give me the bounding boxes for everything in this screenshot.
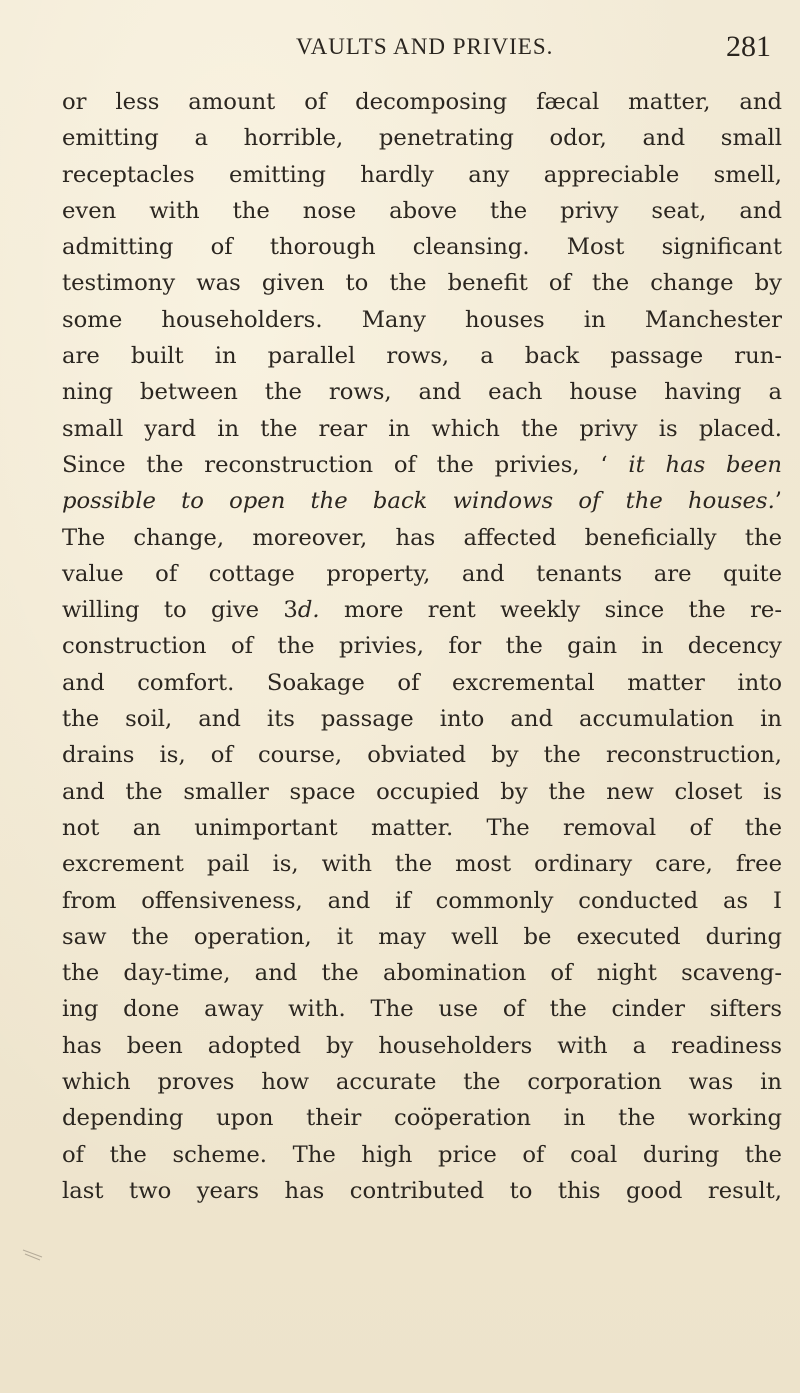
text-line	[62, 1137, 782, 1173]
italic-quote: d.	[297, 597, 320, 624]
text-line	[62, 265, 782, 301]
body-text	[62, 84, 782, 1209]
text-line	[62, 374, 782, 410]
line-text: last two years has contributed to this good result,	[62, 1177, 782, 1204]
line-text: excrement pail is, with the most ordinary care, free	[62, 851, 782, 878]
line-text: not an unimportant matter. The removal of the	[62, 814, 782, 841]
text-line	[62, 846, 782, 882]
line-text: admitting of thorough cleansing. Most significant	[62, 234, 782, 261]
text-line	[62, 338, 782, 374]
text-line	[62, 1100, 782, 1136]
text-line	[62, 1028, 782, 1064]
text-line	[62, 84, 782, 120]
line-text: The change, moreover, has affected beneficially the	[62, 524, 782, 551]
line-text: depending upon their coöperation in the working	[62, 1105, 782, 1132]
text-line	[62, 411, 782, 447]
line-text: from offensiveness, and if commonly conducted as I	[62, 887, 782, 914]
line-text: of the scheme. The high price of coal during the	[62, 1141, 782, 1168]
text-line	[62, 447, 782, 483]
text-line	[62, 157, 782, 193]
page-header	[0, 30, 800, 70]
line-text: more rent weekly since the re-	[319, 597, 783, 624]
line-text: and comfort. Soakage of excremental matter into	[62, 669, 782, 696]
line-text: willing to give 3	[62, 597, 298, 624]
italic-quote: it has been	[628, 451, 782, 478]
line-text: has been adopted by householders with a readiness	[62, 1032, 782, 1059]
text-line	[62, 919, 782, 955]
line-text: ’	[774, 488, 782, 515]
text-line	[62, 665, 782, 701]
text-line	[62, 229, 782, 265]
text-line	[62, 556, 782, 592]
text-line	[62, 1173, 782, 1209]
line-text: testimony was given to the benefit of the change by	[62, 270, 782, 297]
text-line	[62, 955, 782, 991]
text-line	[62, 193, 782, 229]
text-line	[62, 737, 782, 773]
line-text: ning between the rows, and each house having a	[62, 379, 782, 406]
line-text: the soil, and its passage into and accumulation in	[62, 706, 782, 733]
line-text: ing done away with. The use of the cinder sifters	[62, 996, 782, 1023]
line-text: value of cottage property, and tenants are quite	[62, 560, 782, 587]
text-line	[62, 628, 782, 664]
text-line	[62, 483, 782, 519]
text-line	[62, 592, 782, 628]
line-text: which proves how accurate the corporation was in	[62, 1069, 782, 1096]
line-text: the day-time, and the abomination of night scaveng-	[62, 960, 782, 987]
text-line	[62, 120, 782, 156]
line-text: saw the operation, it may well be executed during	[62, 923, 782, 950]
running-head: VAULTS AND PRIVIES.	[296, 34, 554, 59]
text-line	[62, 520, 782, 556]
line-text: and the smaller space occupied by the new closet is	[62, 778, 782, 805]
page-number: 281	[726, 30, 771, 63]
text-line	[62, 302, 782, 338]
text-line	[62, 991, 782, 1027]
text-line	[62, 774, 782, 810]
line-text: some householders. Many houses in Manchester	[62, 306, 782, 333]
italic-quote: possible to open the back windows of the houses.	[62, 488, 775, 515]
line-text: drains is, of course, obviated by the reconstruction,	[62, 742, 782, 769]
line-text: small yard in the rear in which the privy is placed.	[62, 415, 782, 442]
line-text: are built in parallel rows, a back passage run-	[62, 343, 782, 370]
text-line	[62, 810, 782, 846]
line-text: Since the reconstruction of the privies, ‘	[62, 451, 629, 478]
margin-smudge-mark	[22, 1248, 44, 1262]
line-text: receptacles emitting hardly any appreciable smell,	[62, 161, 782, 188]
line-text: emitting a horrible, penetrating odor, and small	[62, 125, 782, 152]
line-text: construction of the privies, for the gain in decency	[62, 633, 782, 660]
line-text: or less amount of decomposing fæcal matter, and	[62, 89, 782, 115]
text-line	[62, 701, 782, 737]
line-text: even with the nose above the privy seat, and	[62, 197, 782, 224]
text-line	[62, 1064, 782, 1100]
text-line	[62, 883, 782, 919]
